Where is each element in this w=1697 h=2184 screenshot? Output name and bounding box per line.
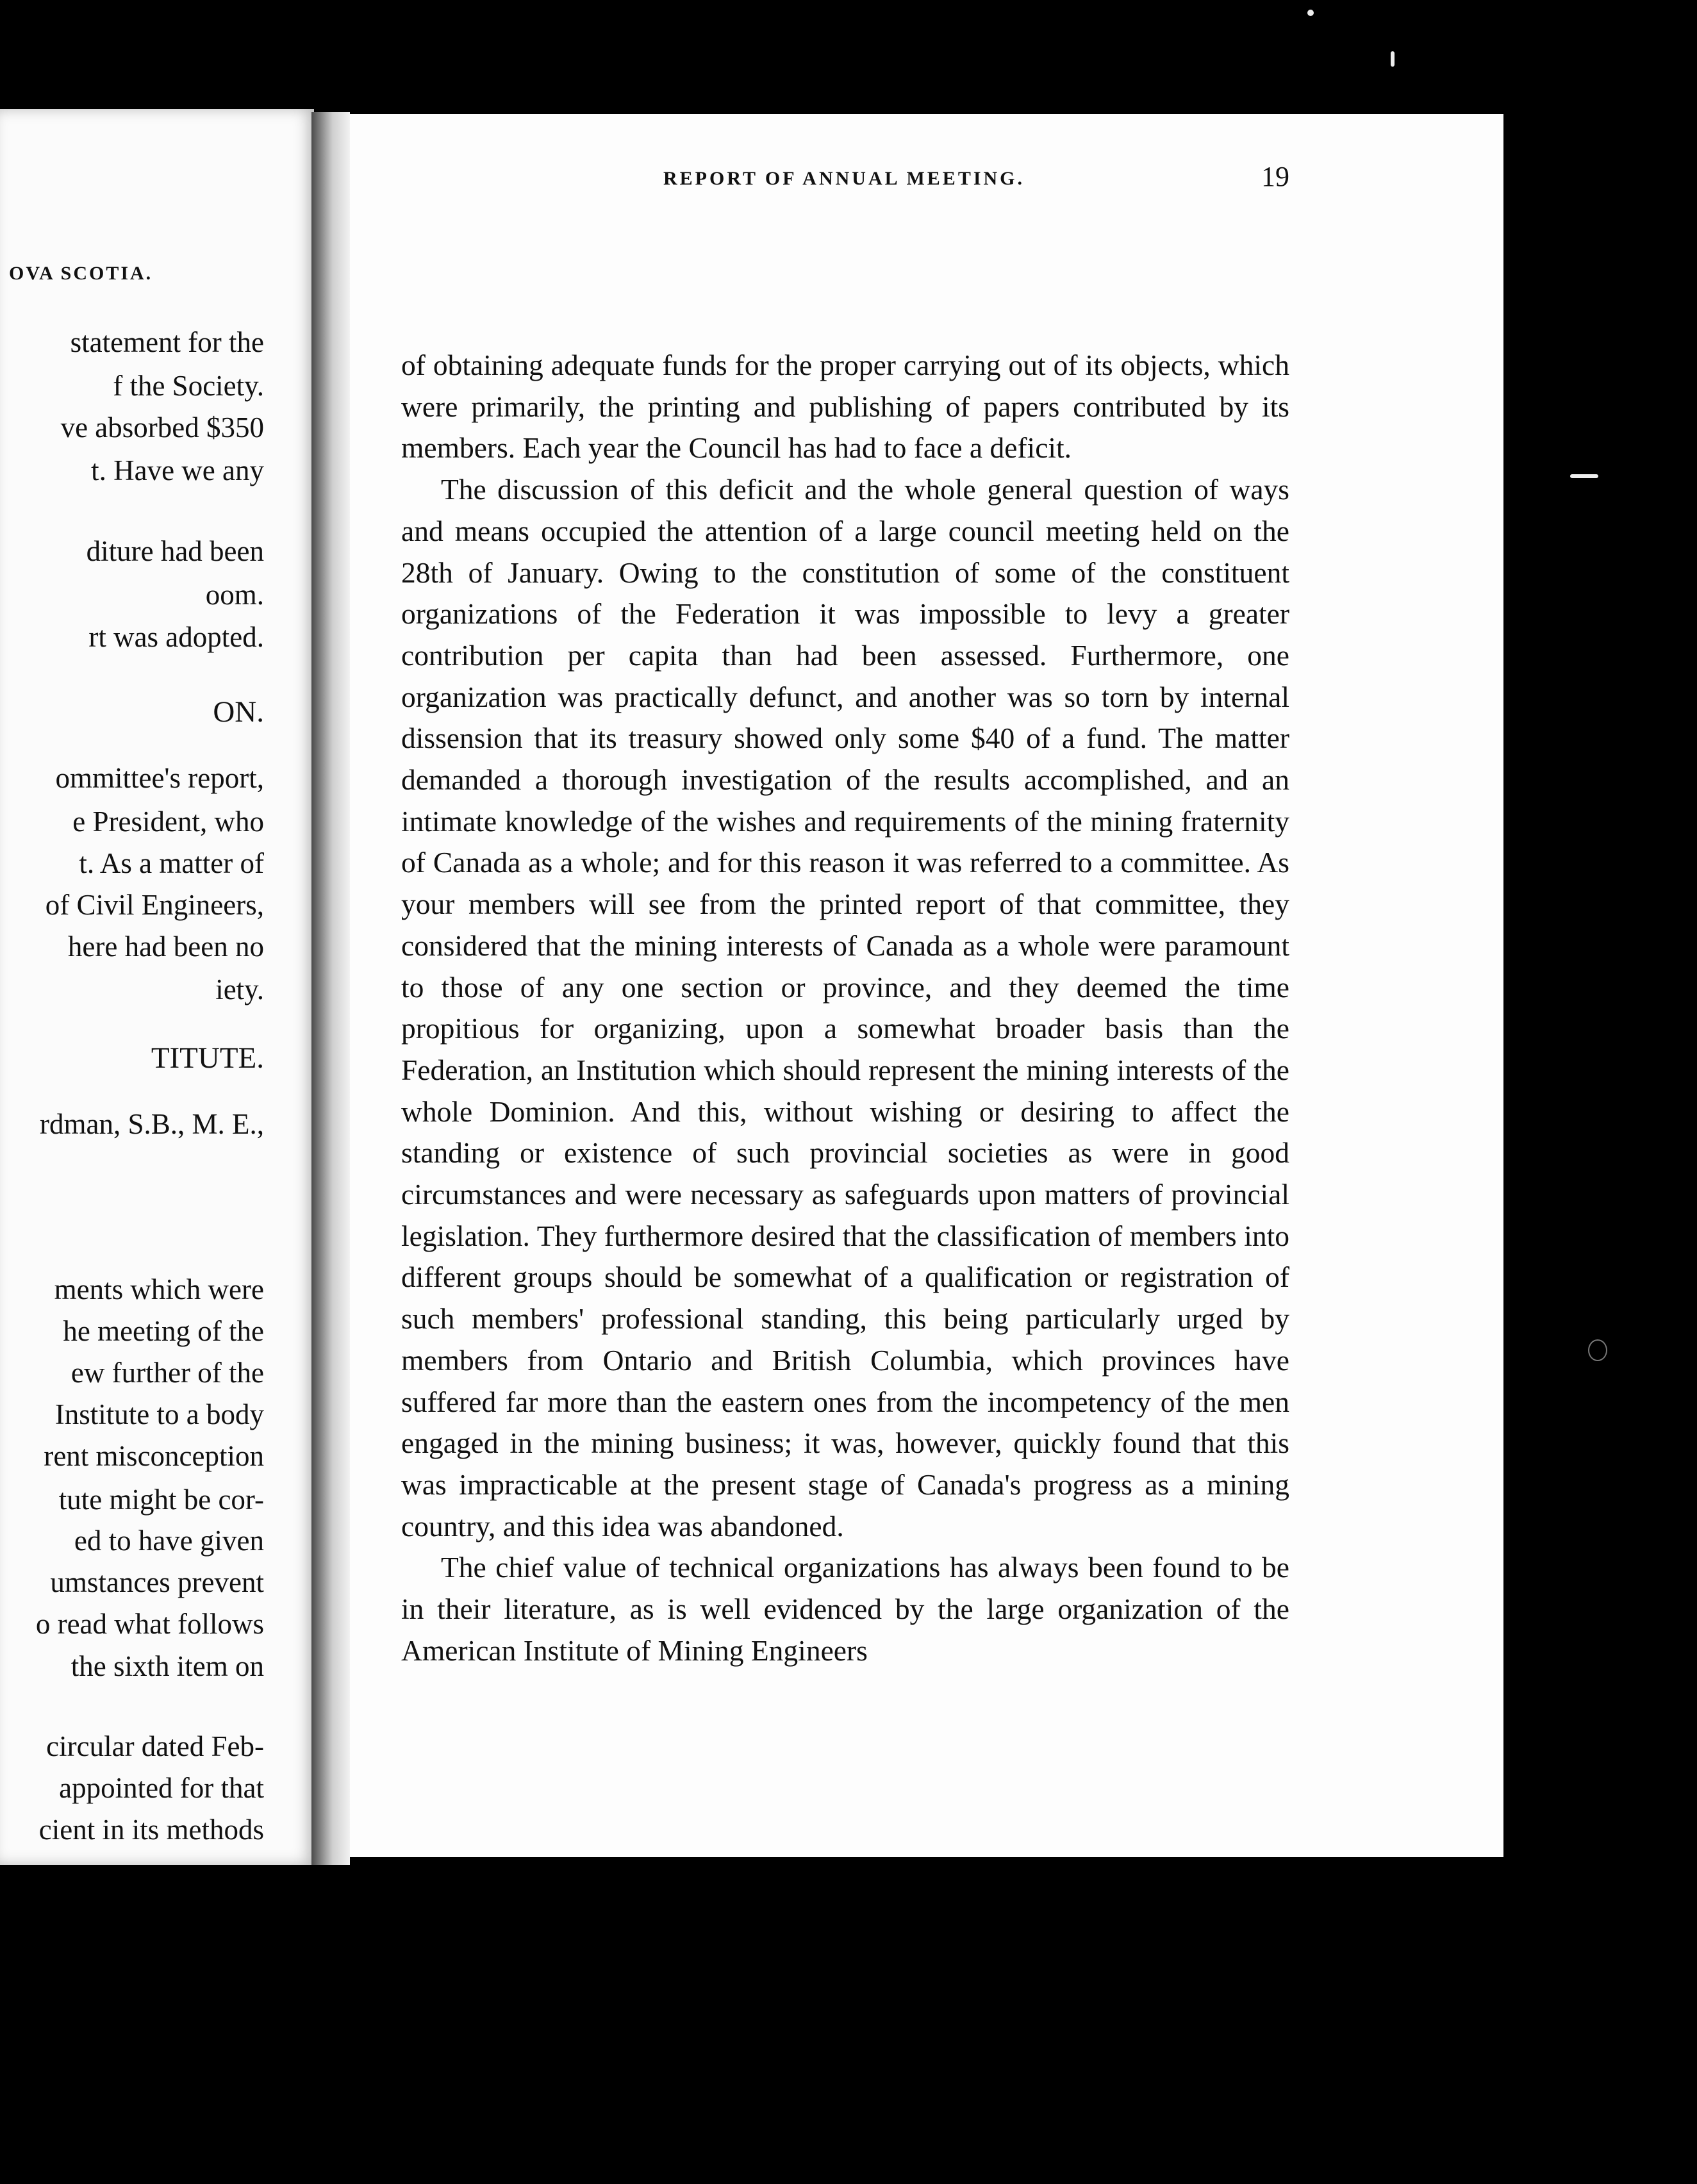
left-page-line: e President, who	[72, 806, 264, 838]
scan-speck	[1391, 51, 1395, 67]
left-page-line: diture had been	[86, 535, 264, 567]
left-page-line: ments which were	[54, 1273, 264, 1305]
left-page-line: ommittee's report,	[55, 762, 264, 794]
paragraph: of obtaining adequate funds for the proper carrying out of its objects, which were primarily, the printing and publishing of papers contributed by its members. Each year the Council has had to face a deficit.	[401, 349, 1289, 465]
left-page-line: f the Society.	[113, 370, 264, 402]
left-page-line: iety.	[215, 973, 264, 1005]
left-page-line: ON.	[213, 695, 264, 729]
left-page-line: ve absorbed $350	[60, 411, 264, 443]
body-text	[401, 345, 1289, 1672]
left-page-line: o read what follows	[35, 1608, 264, 1640]
left-running-header: OVA SCOTIA.	[9, 263, 153, 284]
left-page-line: rdman, S.B., M. E.,	[39, 1108, 264, 1140]
page-number: 19	[1261, 161, 1289, 192]
left-page-line: the sixth item on	[70, 1650, 264, 1682]
left-page-line: t. Have we any	[91, 454, 264, 486]
scan-speck	[1588, 1339, 1607, 1361]
left-page-line: of Civil Engineers,	[45, 889, 264, 921]
left-page-line: circular dated Feb-	[46, 1730, 264, 1762]
book-gutter	[311, 112, 350, 1865]
left-page-line: ed to have given	[74, 1525, 264, 1557]
left-page-line: appointed for that	[59, 1772, 264, 1804]
scan-speck	[1307, 10, 1314, 16]
left-page-text	[0, 109, 314, 1865]
paragraph: The discussion of this deficit and the whole general question of ways and means occupied the attention of a large council meeting held on the 28th of January. Owing to the constitution of some of the constituent organizations of the Federation it was impossible to levy a greater contribution per capita than had been assessed. Furthermore, one organization was practically defunct, and another was so torn by internal dissension that its treasury showed only some $40 of a fund. The matter demanded a thorough investigation of the results accomplished, and an intimate knowledge of the wishes and requirements of the mining fraternity of Canada as a whole; and for this reason it was referred to a committee. As your members will see from the printed report of that committee, they considered that the mining interests of Canada as a whole were paramount to those of any one section or province, and they deemed the time propitious for organizing, upon a somewhat broader basis than the Federation, an Institution which should represent the mining interests of the whole Dominion. And this, without wishing or desiring to affect the standing or existence of such provincial societies as were in good circumstances and were necessary as safeguards upon matters of provincial legislation. They furthermore desired that the classification of members into different groups should be somewhat of a qualification or registration of such members' professional standing, this being particularly urged by members from Ontario and British Columbia, which provinces have suffered far more than the eastern ones from the incompetency of the men engaged in the mining business; it was, however, quickly found that this was impracticable at the present stage of Canada's progress as a mining country, and this idea was abandoned.	[401, 473, 1289, 1543]
left-page-line: tute might be cor-	[58, 1484, 264, 1516]
left-page-line: rt was adopted.	[88, 621, 264, 653]
left-page-line: statement for the	[70, 326, 264, 358]
running-header: REPORT OF ANNUAL MEETING.	[663, 168, 1025, 189]
left-page	[0, 109, 314, 1865]
left-page-line: oom.	[205, 579, 264, 611]
left-page-line: t. As a matter of	[79, 847, 264, 879]
left-page-line: TITUTE.	[151, 1041, 264, 1075]
left-page-line: ew further of the	[70, 1357, 264, 1389]
left-page-line: here had been no	[67, 931, 264, 963]
left-page-line: umstances prevent	[50, 1566, 264, 1598]
scan-speck	[1570, 474, 1598, 478]
paragraph: The chief value of technical organizations has always been found to be in their literature, as is well evidenced by the large organization of the American Institute of Mining Engineers	[401, 1551, 1289, 1667]
left-page-line: rent misconception	[44, 1440, 264, 1472]
left-page-line: Institute to a body	[54, 1398, 264, 1430]
left-page-line: he meeting of the	[63, 1315, 264, 1347]
left-page-line: cient in its methods	[38, 1814, 264, 1846]
